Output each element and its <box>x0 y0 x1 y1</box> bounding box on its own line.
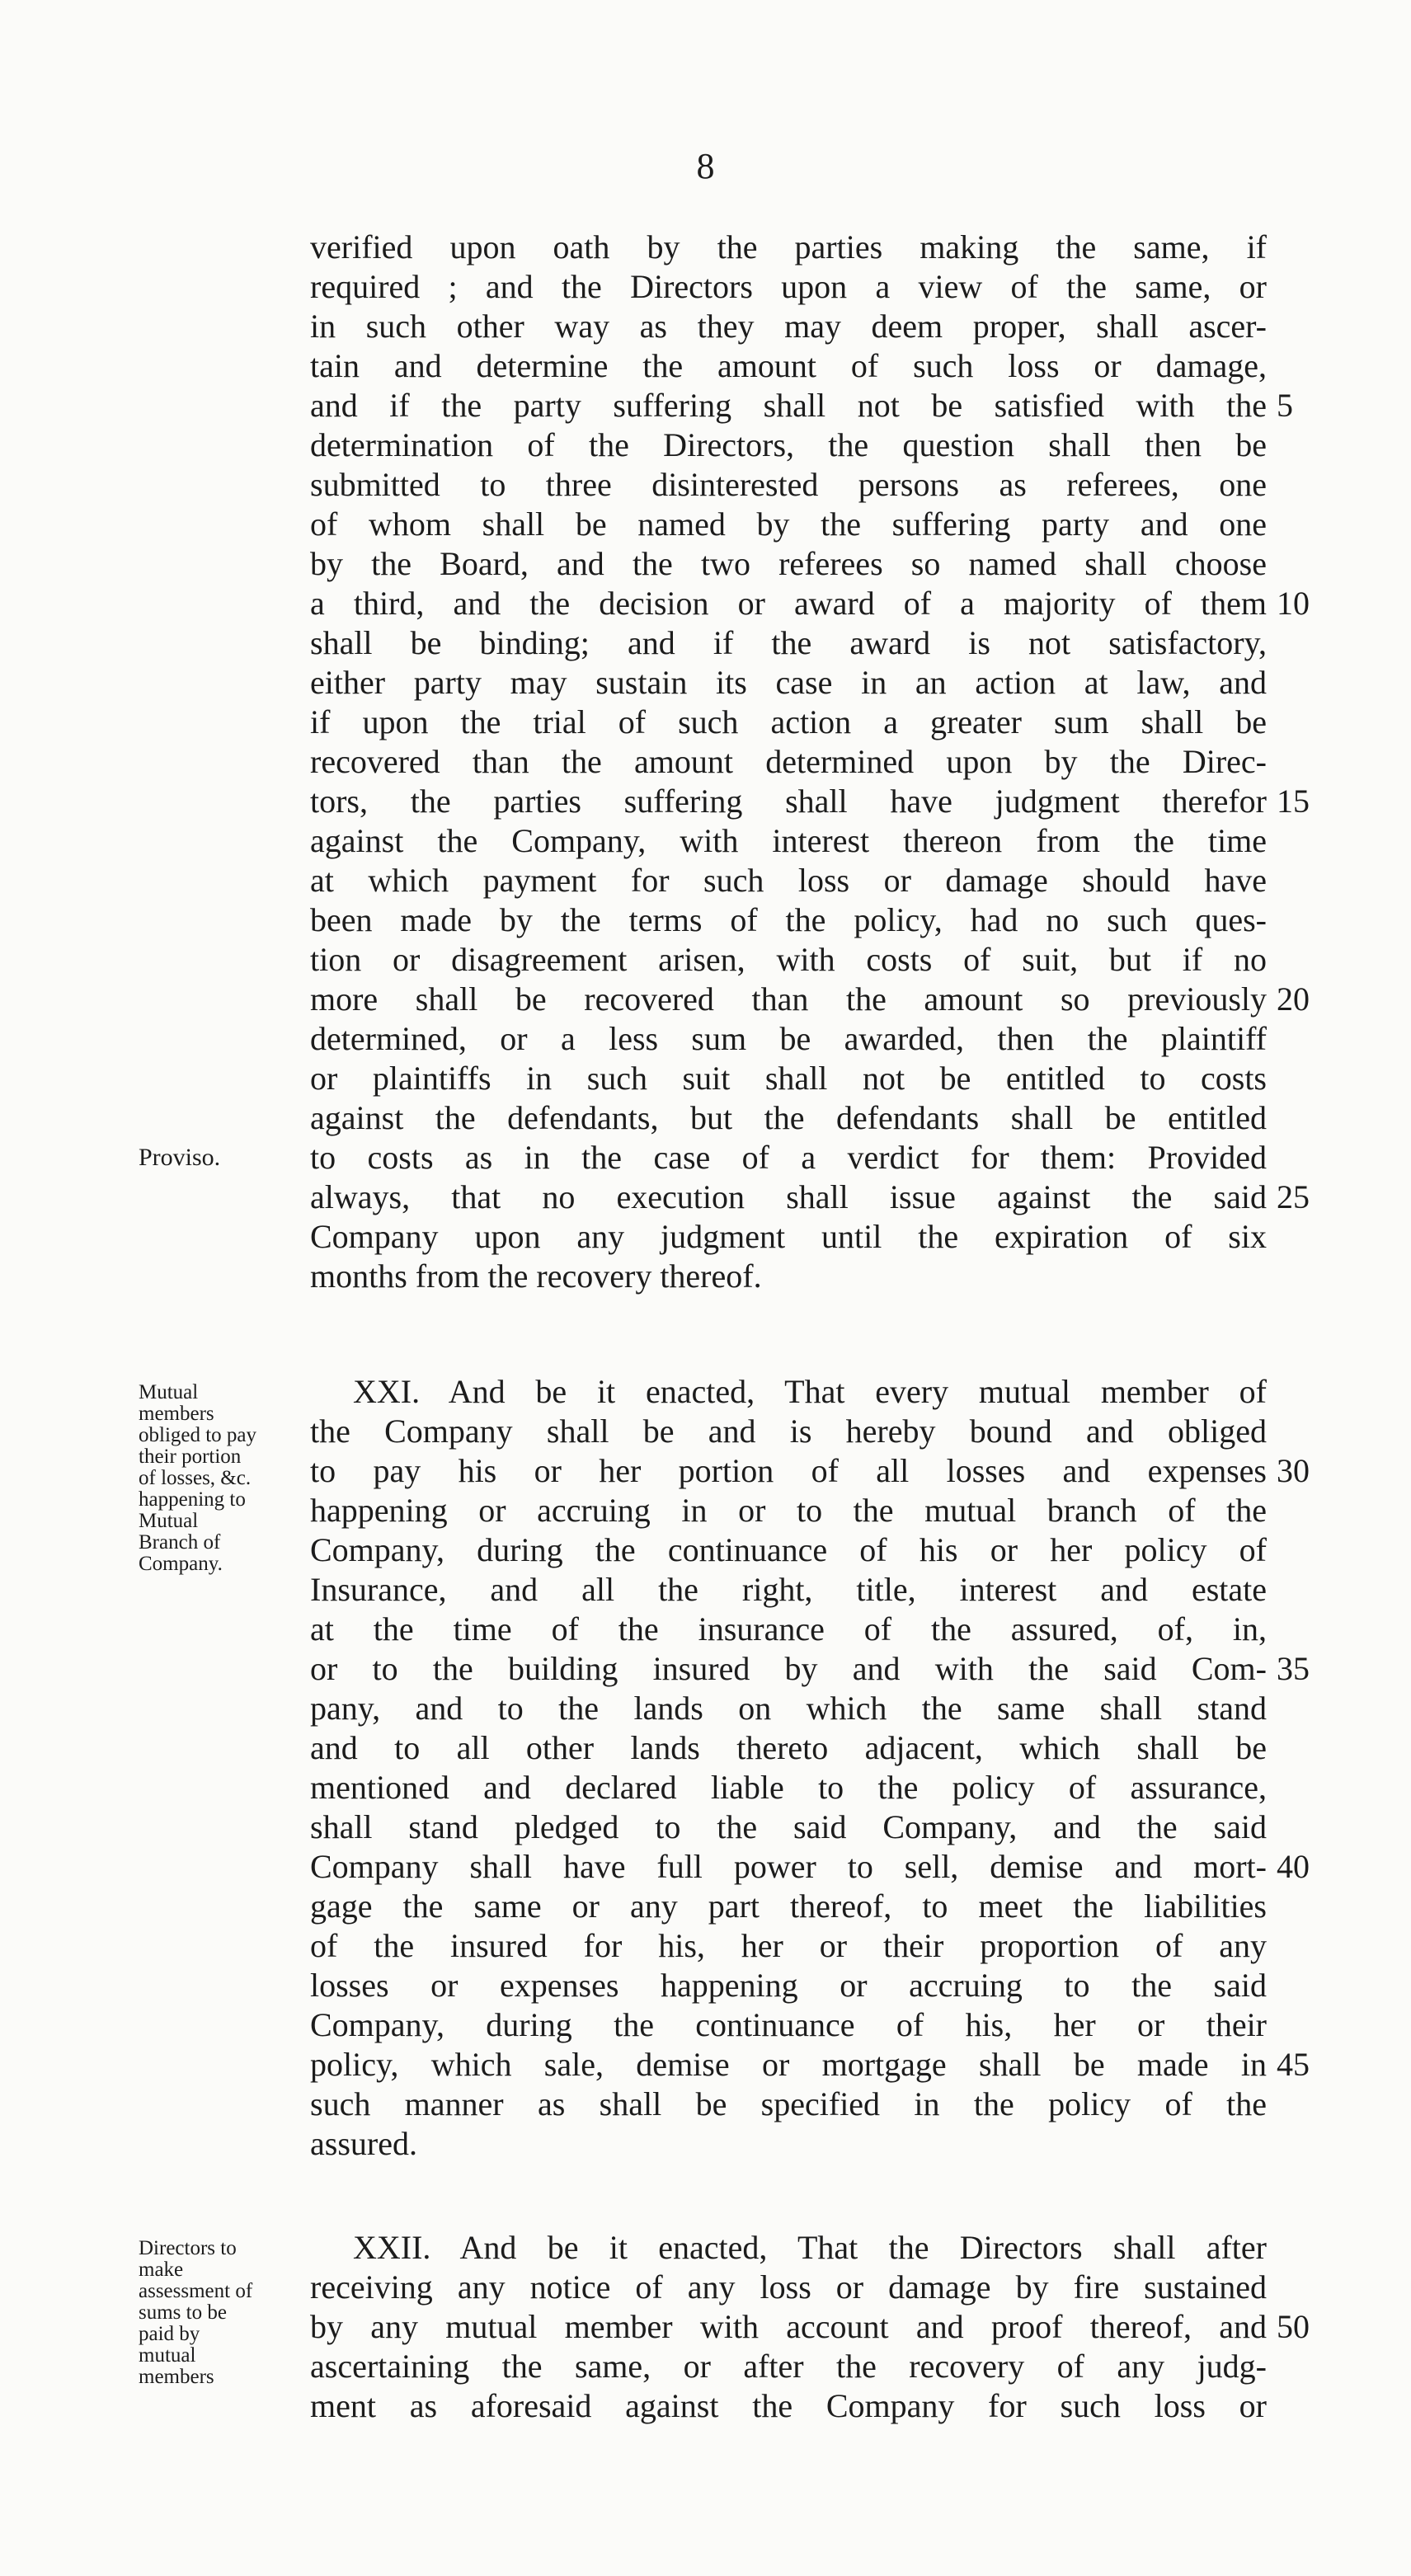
body-text-line: or to the building insured by and with the said Com- <box>310 1650 1267 1687</box>
body-text-line: XXI. And be it enacted, That every mutual member of <box>353 1373 1267 1410</box>
line-number: 50 <box>1277 2308 1310 2345</box>
body-text-line: determination of the Directors, the question shall then be <box>310 426 1267 463</box>
body-text-line: and to all other lands thereto adjacent, which shall be <box>310 1729 1267 1766</box>
margin-note-line: sums to be <box>139 2301 227 2324</box>
margin-note-line: Branch of <box>139 1531 221 1554</box>
line-number: 35 <box>1277 1650 1310 1687</box>
body-text-line: or plaintiffs in such suit shall not be entitled to costs <box>310 1060 1267 1097</box>
body-text-line: shall stand pledged to the said Company, and the said <box>310 1808 1267 1845</box>
body-text-line: gage the same or any part thereof, to meet the liabilities <box>310 1887 1267 1925</box>
margin-note-line: Directors to <box>139 2237 237 2259</box>
body-text-line: of whom shall be named by the suffering party and one <box>310 505 1267 543</box>
body-text-line: Company upon any judgment until the expiration of six <box>310 1218 1267 1255</box>
margin-note-line: assessment of <box>139 2280 253 2302</box>
body-text-line: months from the recovery thereof. <box>310 1257 762 1295</box>
body-text-line: ascertaining the same, or after the recovery of any judg- <box>310 2348 1267 2385</box>
line-number: 30 <box>1277 1452 1310 1489</box>
margin-note-line: mutual <box>139 2344 196 2367</box>
margin-note <box>139 1382 295 1575</box>
margin-note-proviso: Proviso. <box>139 1144 221 1171</box>
body-text-line: pany, and to the lands on which the same shall stand <box>310 1690 1267 1727</box>
line-number: 20 <box>1277 980 1310 1018</box>
body-text-line: been made by the terms of the policy, had no such ques- <box>310 901 1267 938</box>
body-text-line: required ; and the Directors upon a view of the same, or <box>310 268 1267 305</box>
margin-note-line: members <box>139 2366 214 2388</box>
body-text-line: submitted to three disinterested persons as referees, one <box>310 466 1267 503</box>
body-text-line: happening or accruing in or to the mutual branch of the <box>310 1492 1267 1529</box>
body-text-line: determined, or a less sum be awarded, then the plaintiff <box>310 1020 1267 1057</box>
body-text-line: tain and determine the amount of such loss or damage, <box>310 347 1267 384</box>
body-text-line: against the defendants, but the defendants shall be entitled <box>310 1099 1267 1136</box>
line-number: 45 <box>1277 2046 1310 2083</box>
body-text-line: at which payment for such loss or damage should have <box>310 862 1267 899</box>
line-number: 5 <box>1277 387 1293 424</box>
body-text-line: in such other way as they may deem proper, shall ascer- <box>310 308 1267 345</box>
body-text-line: the Company shall be and is hereby bound and obliged <box>310 1413 1267 1450</box>
line-number: 15 <box>1277 783 1310 820</box>
body-text-line: receiving any notice of any loss or damage by fire sustained <box>310 2268 1267 2306</box>
body-text-line: Company, during the continuance of his or her policy of <box>310 1531 1267 1568</box>
body-text-line: ment as aforesaid against the Company for such loss or <box>310 2387 1267 2424</box>
body-text-line: more shall be recovered than the amount so previously <box>310 980 1267 1018</box>
body-text-line: always, that no execution shall issue against the said <box>310 1178 1267 1215</box>
margin-note-line: members <box>139 1403 214 1425</box>
body-text-line: tors, the parties suffering shall have judgment therefor <box>310 783 1267 820</box>
body-text-line: Company, during the continuance of his, her or their <box>310 2006 1267 2043</box>
body-text-line: by the Board, and the two referees so named shall choose <box>310 545 1267 582</box>
body-text-line: a third, and the decision or award of a majority of them <box>310 585 1267 622</box>
page-number: 8 <box>696 146 715 186</box>
margin-note-line: obliged to pay <box>139 1424 257 1446</box>
body-text-line: Company shall have full power to sell, demise and mort- <box>310 1848 1267 1885</box>
margin-note-line: their portion <box>139 1445 242 1468</box>
body-text-line: shall be binding; and if the award is not satisfactory, <box>310 624 1267 661</box>
margin-note-line: Mutual <box>139 1381 199 1403</box>
body-text-line: at the time of the insurance of the assured, of, in, <box>310 1610 1267 1648</box>
line-number: 25 <box>1277 1178 1310 1215</box>
margin-note-line: make <box>139 2259 184 2281</box>
line-number: 10 <box>1277 585 1310 622</box>
body-text-line: such manner as shall be specified in the policy of the <box>310 2085 1267 2122</box>
margin-note-line: Mutual <box>139 1510 199 1532</box>
body-text-line: policy, which sale, demise or mortgage shall be made in <box>310 2046 1267 2083</box>
margin-note <box>139 2238 295 2388</box>
body-text-line: to pay his or her portion of all losses and expenses <box>310 1452 1267 1489</box>
body-text-line: Insurance, and all the right, title, interest and estate <box>310 1571 1267 1608</box>
body-text-line: losses or expenses happening or accruing to the said <box>310 1967 1267 2004</box>
margin-note-line: Company. <box>139 1553 223 1575</box>
body-text-line: either party may sustain its case in an action at law, and <box>310 664 1267 701</box>
body-text-line: to costs as in the case of a verdict for them: Provided <box>310 1139 1267 1176</box>
margin-note-line: happening to <box>139 1488 246 1511</box>
body-text-line: by any mutual member with account and proof thereof, and <box>310 2308 1267 2345</box>
body-text-line: mentioned and declared liable to the policy of assurance, <box>310 1769 1267 1806</box>
margin-note-line: of losses, &c. <box>139 1467 252 1489</box>
body-text-line: recovered than the amount determined upon by the Direc- <box>310 743 1267 780</box>
margin-note-line: paid by <box>139 2323 200 2345</box>
body-text-line: assured. <box>310 2125 417 2162</box>
line-number: 40 <box>1277 1848 1310 1885</box>
body-text-line: and if the party suffering shall not be satisfied with the <box>310 387 1267 424</box>
body-text-line: XXII. And be it enacted, That the Directors shall after <box>353 2229 1267 2266</box>
body-text-line: if upon the trial of such action a greater sum shall be <box>310 703 1267 740</box>
body-text-line: of the insured for his, her or their proportion of any <box>310 1927 1267 1964</box>
body-text-line: verified upon oath by the parties making the same, if <box>310 228 1267 266</box>
body-text-line: against the Company, with interest thereon from the time <box>310 822 1267 859</box>
body-text-line: tion or disagreement arisen, with costs of suit, but if no <box>310 941 1267 978</box>
